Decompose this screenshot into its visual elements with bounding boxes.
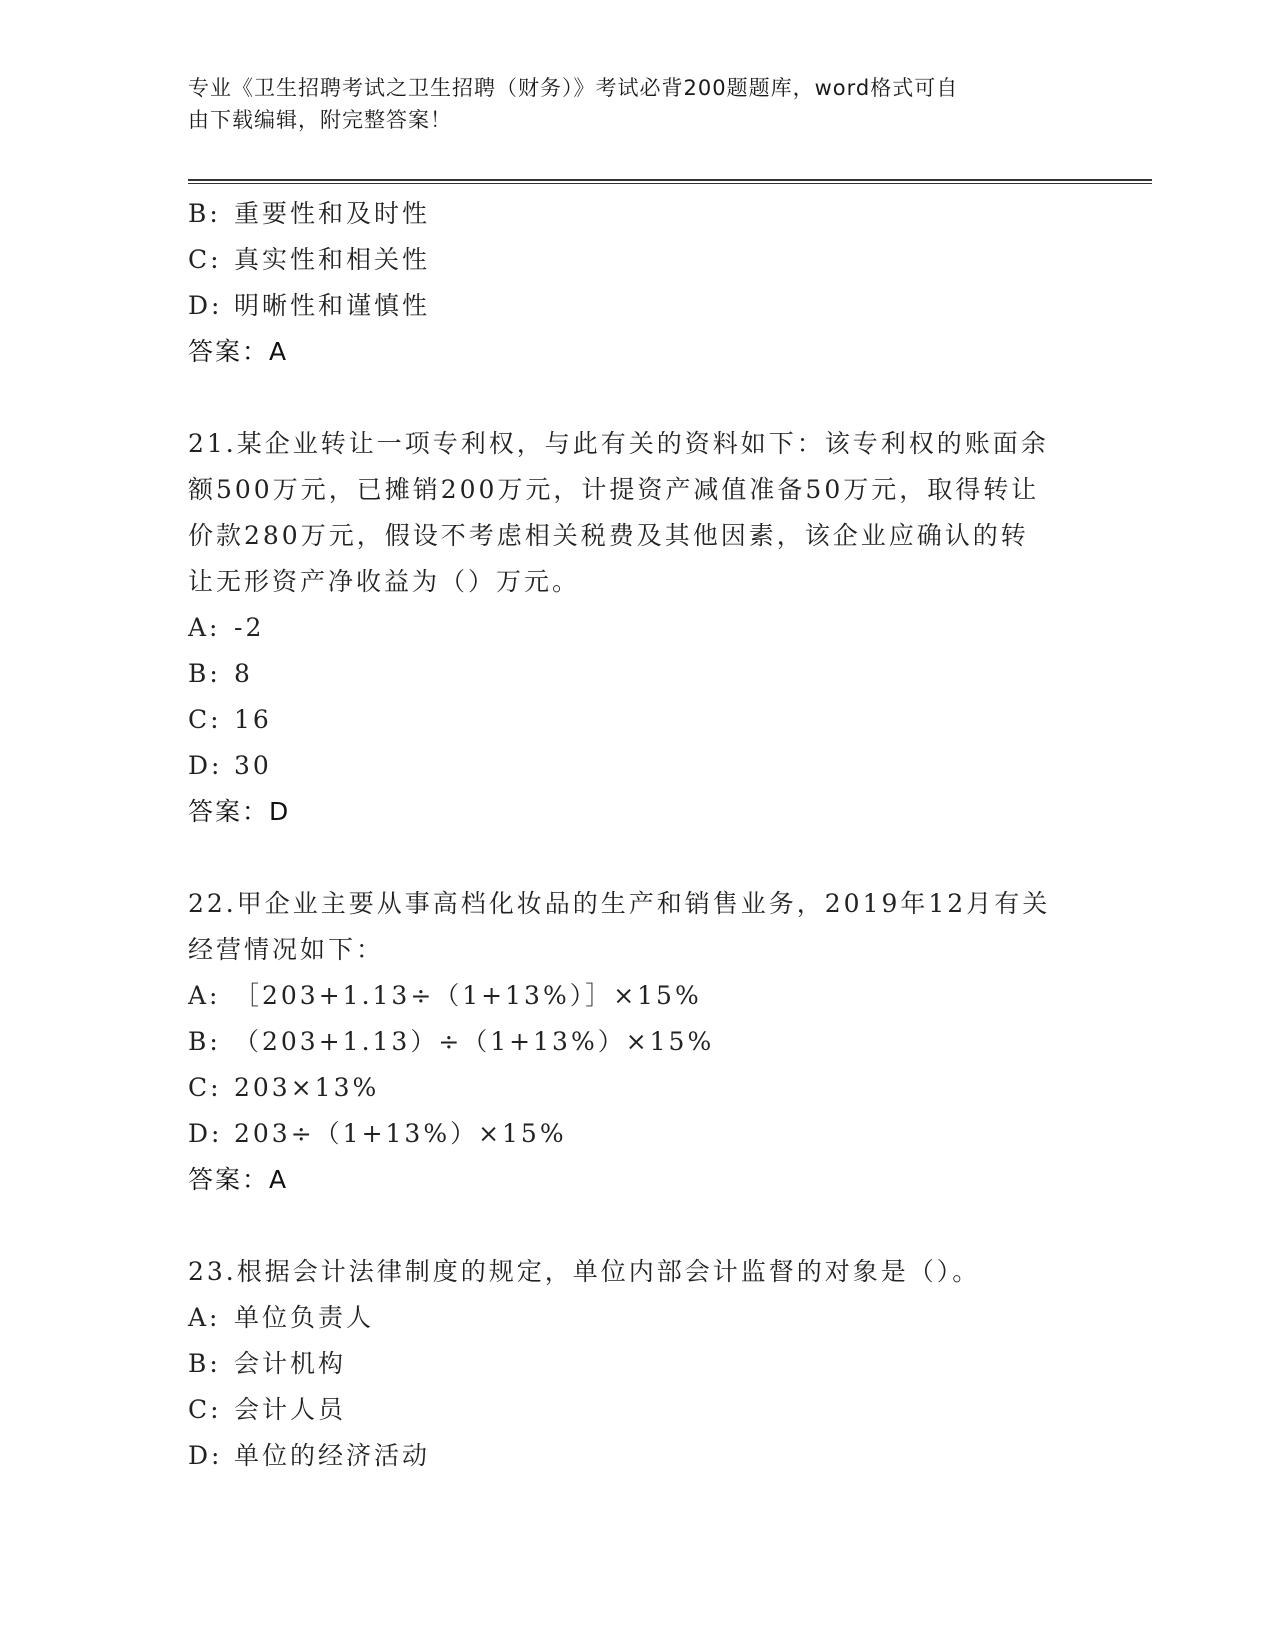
header-line-2: 由下载编辑，附完整答案！ bbox=[188, 108, 452, 132]
question-23 bbox=[188, 1249, 1088, 1479]
option-b: B: 会计机构 bbox=[188, 1349, 347, 1378]
option-b: B: 8 bbox=[188, 659, 253, 688]
question-text-line: 价款280万元，假设不考虑相关税费及其他因素，该企业应确认的转 bbox=[188, 521, 1029, 550]
option-d: D: 单位的经济活动 bbox=[188, 1441, 431, 1470]
header-divider-thin bbox=[188, 183, 1152, 184]
header-line-1: 专业《卫生招聘考试之卫生招聘（财务）》考试必背200题题库，word格式可自 bbox=[188, 76, 959, 100]
question-text-line: 22.甲企业主要从事高档化妆品的生产和销售业务，2019年12月有关 bbox=[188, 889, 1051, 918]
option-b: B: （203+1.13）÷（1+13%）×15% bbox=[188, 1027, 715, 1056]
option-b: B: 重要性和及时性 bbox=[188, 199, 431, 228]
spacer bbox=[188, 1203, 1088, 1249]
option-c: C: 会计人员 bbox=[188, 1395, 347, 1424]
option-d: D: 30 bbox=[188, 751, 272, 780]
question-20-continued bbox=[188, 191, 1088, 375]
header-divider-thick bbox=[188, 179, 1152, 181]
answer-line: 答案：A bbox=[188, 337, 289, 366]
answer-line: 答案：A bbox=[188, 1165, 289, 1194]
option-d: D: 203÷（1+13%）×15% bbox=[188, 1119, 567, 1148]
spacer bbox=[188, 835, 1088, 881]
option-c: C: 16 bbox=[188, 705, 272, 734]
question-21 bbox=[188, 421, 1088, 835]
question-text-line: 让无形资产净收益为（）万元。 bbox=[188, 567, 581, 596]
question-content bbox=[188, 191, 1088, 1479]
question-text-line: 经营情况如下： bbox=[188, 935, 385, 964]
option-d: D: 明晰性和谨慎性 bbox=[188, 291, 431, 320]
spacer bbox=[188, 375, 1088, 421]
question-text-line: 23.根据会计法律制度的规定，单位内部会计监督的对象是（）。 bbox=[188, 1257, 981, 1286]
question-text-line: 21.某企业转让一项专利权，与此有关的资料如下：该专利权的账面余 bbox=[188, 429, 1049, 458]
option-a: A: -2 bbox=[188, 613, 265, 642]
answer-line: 答案：D bbox=[188, 797, 291, 826]
document-header bbox=[188, 72, 1068, 136]
option-c: C: 真实性和相关性 bbox=[188, 245, 431, 274]
option-a: A: 单位负责人 bbox=[188, 1303, 375, 1332]
option-a: A: ［203+1.13÷（1+13%）］×15% bbox=[188, 981, 702, 1010]
question-text-line: 额500万元，已摊销200万元，计提资产减值准备50万元，取得转让 bbox=[188, 475, 1040, 504]
option-c: C: 203×13% bbox=[188, 1073, 380, 1102]
question-22 bbox=[188, 881, 1088, 1203]
